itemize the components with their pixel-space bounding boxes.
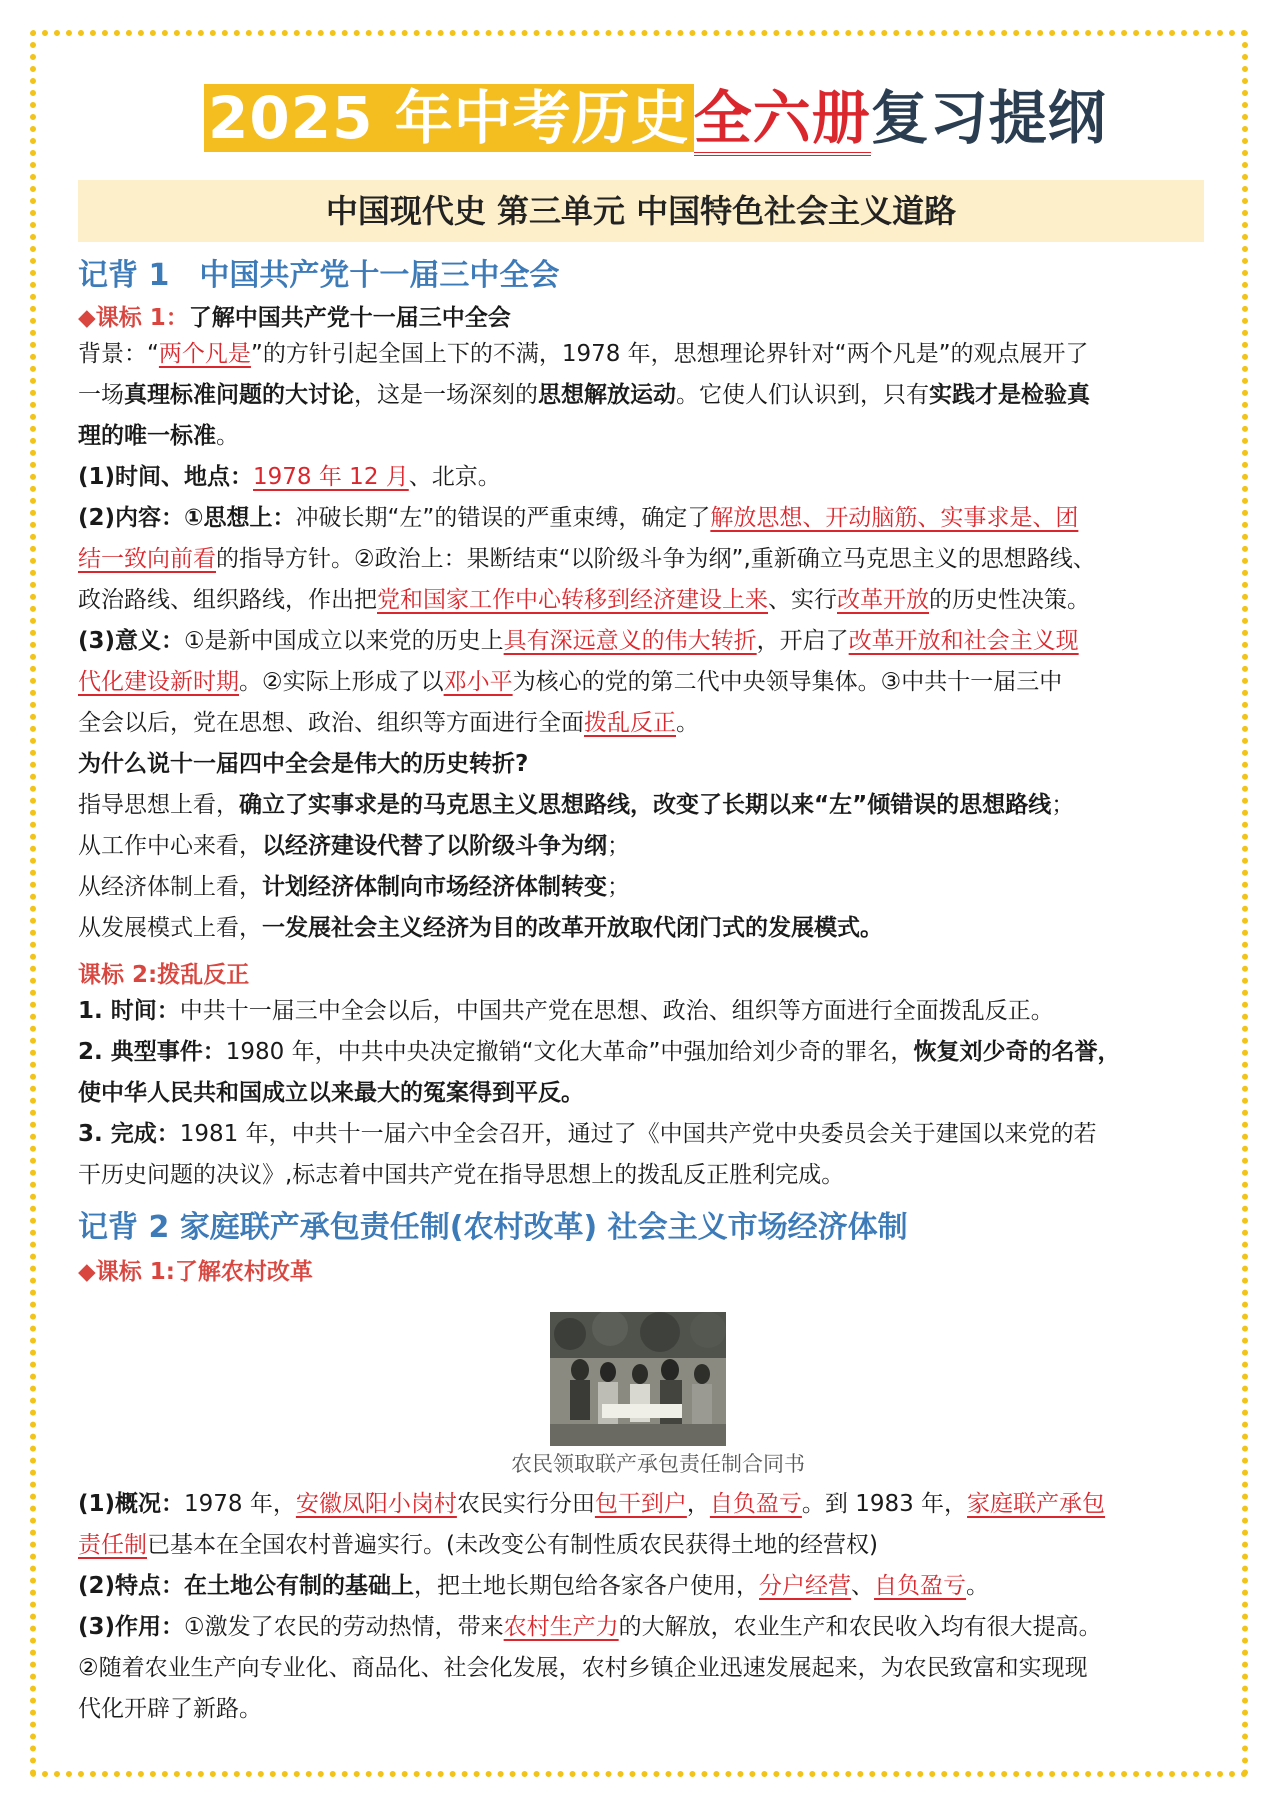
overview-line-2: 责任制已基本在全国农村普遍实行。(未改变公有制性质农民获得土地的经营权) [78,1532,878,1558]
answer-1: 指导思想上看，确立了实事求是的马克思主义思想路线，改变了长期以来“左”倾错误的思想路线； [78,792,1075,818]
time-place: (1)时间、地点：1978 年 12 月、北京。 [78,464,501,490]
section-2-heading: 记背 2 家庭联产承包责任制(农村改革) 社会主义市场经济体制 [78,1210,908,1245]
answer-2: 从工作中心来看，以经济建设代替了以阶级斗争为纲； [78,833,630,859]
section-2-std-1: ◆课标 1:了解农村改革 [78,1259,313,1285]
page-title [78,66,1204,170]
std-2-heading: 课标 2:拨乱反正 [78,962,250,988]
effect-line-3: 代化开辟了新路。 [78,1696,262,1722]
bg-line-1: 背景：“两个凡是”的方针引起全国上下的不满，1978 年，思想理论界针对“两个凡是”的观点展开了 [78,341,1089,367]
content-line-1: (2)内容：①思想上：冲破长期“左”的错误的严重束缚，确定了解放思想、开动脑筋、实事求是、团 [78,505,1079,531]
question-heading: 为什么说十一届四中全会是伟大的历史转折? [78,751,529,777]
effect-line-1: (3)作用：①激发了农民的劳动热情，带来农村生产力的大解放，农业生产和农民收入均有很大提高。 [78,1614,1102,1640]
farmers-photo [550,1312,726,1446]
meaning-line-1: (3)意义：①是新中国成立以来党的历史上具有深远意义的伟大转折，开启了改革开放和社会主义现 [78,628,1079,654]
std2-finish-line-2: 干历史问题的决议》,标志着中国共产党在指导思想上的拨乱反正胜利完成。 [78,1162,845,1188]
section-1-heading: 记背 1 中国共产党十一届三中全会 [78,258,560,293]
std2-finish-line-1: 3. 完成：1981 年，中共十一届六中全会召开，通过了《中国共产党中央委员会关于建国以来党的若 [78,1121,1097,1147]
content-line-3: 政治路线、组织路线，作出把党和国家工作中心转移到经济建设上来、实行改革开放的历史性决策。 [78,587,1090,613]
bg-line-2: 一场真理标准问题的大讨论，这是一场深刻的思想解放运动。它使人们认识到，只有实践才是检验真 [78,382,1090,408]
title-dark: 复习提纲 [870,84,1107,152]
meaning-line-2: 代化建设新时期。②实际上形成了以邓小平为核心的党的第二代中央领导集体。③中共十一届三中 [78,669,1063,695]
answer-4: 从发展模式上看，一发展社会主义经济为目的改革开放取代闭门式的发展模式。 [78,915,883,941]
title-red: 全六册 [694,84,871,156]
std2-time: 1. 时间：中共十一届三中全会以后，中国共产党在思想、政治、组织等方面进行全面拨乱反正。 [78,998,1054,1024]
photo-caption: 农民领取联产承包责任制合同书 [511,1452,805,1476]
features: (2)特点：在土地公有制的基础上，把土地长期包给各家各户使用，分户经营、自负盈亏。 [78,1573,990,1599]
content-line-2: 结一致向前看的指导方针。②政治上：果断结束“以阶级斗争为纲”,重新确立马克思主义的思想路线、 [78,546,1096,572]
std2-event-line-1: 2. 典型事件：1980 年，中共中央决定撤销“文化大革命”中强加给刘少奇的罪名，恢复刘少奇的名誉， [78,1039,1121,1065]
title-highlight: 2025 年中考历史 [204,84,694,152]
overview-line-1: (1)概况：1978 年，安徽凤阳小岗村农民实行分田包干到户，自负盈亏。到 1983 年，家庭联产承包 [78,1491,1106,1517]
answer-3: 从经济体制上看，计划经济体制向市场经济体制转变； [78,874,630,900]
bg-line-3: 理的唯一标准。 [78,423,239,449]
std2-event-line-2: 使中华人民共和国成立以来最大的冤案得到平反。 [78,1080,584,1106]
effect-line-2: ②随着农业生产向专业化、商品化、社会化发展，农村乡镇企业迅速发展起来，为农民致富和实现现 [78,1655,1088,1681]
meaning-line-3: 全会以后，党在思想、政治、组织等方面进行全面拨乱反正。 [78,710,699,736]
unit-title: 中国现代史 第三单元 中国特色社会主义道路 [78,180,1204,242]
photo-image [550,1312,726,1446]
std-1-heading: ◆课标 1：了解中国共产党十一届三中全会 [78,305,511,331]
